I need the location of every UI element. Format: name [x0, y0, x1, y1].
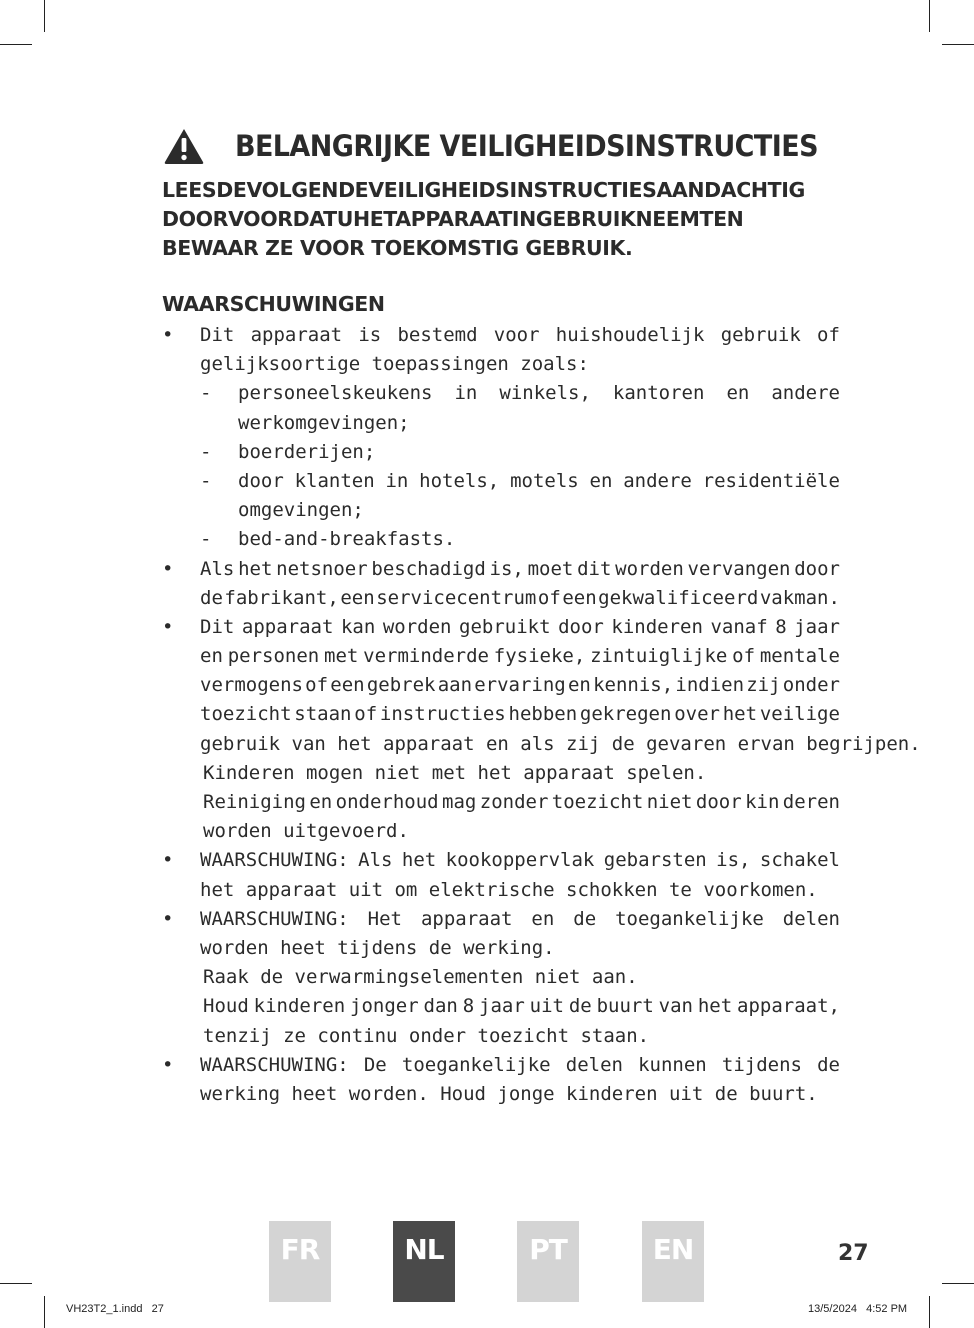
word: HET — [352, 207, 396, 231]
word: worden — [382, 615, 452, 638]
word: instructies — [379, 703, 506, 726]
sub-item-line — [238, 379, 840, 408]
word: Dit — [200, 615, 235, 638]
word: apparaat — [420, 907, 513, 930]
word: de — [200, 586, 223, 609]
word: huishoudelijk — [555, 324, 705, 346]
word: of — [305, 674, 329, 697]
word: delen — [782, 907, 840, 930]
word: personen — [227, 645, 320, 668]
word: jonger — [350, 995, 419, 1018]
language-tab-nl[interactable] — [393, 1221, 455, 1302]
word: DE — [216, 178, 247, 202]
word: motels — [510, 469, 579, 492]
list-item-line — [200, 321, 840, 350]
list-item-line: tenzij ze continu onder toezicht staan. — [203, 1024, 650, 1047]
intro-paragraph — [162, 176, 840, 263]
word: Als — [358, 849, 393, 872]
list-item-line — [200, 613, 840, 642]
word: kinderen — [253, 995, 346, 1018]
crop-mark-top-right-h — [942, 44, 974, 45]
list-item-line: het apparaat uit om elektrische schokken te voorkomen. — [200, 878, 818, 901]
word: is — [358, 324, 382, 346]
bullet-icon: • — [162, 849, 174, 872]
crop-mark-bottom-left-v — [44, 1296, 45, 1328]
word: toezicht — [200, 703, 292, 726]
list-item-line: gebruik van het apparaat en als zij de gevaren ervan begrijpen. — [200, 732, 921, 755]
bullet-icon: • — [162, 324, 174, 346]
language-tab-en[interactable] — [642, 1221, 704, 1302]
word: VOORDAT — [228, 207, 337, 231]
word: delen — [565, 1053, 623, 1076]
word: NEEMT — [635, 207, 714, 231]
word: dan — [423, 995, 458, 1018]
word: fysieke, — [493, 645, 586, 668]
word: apparaat — [250, 324, 343, 346]
word: gekregen — [579, 703, 672, 726]
word: door — [794, 557, 840, 580]
word: GEBRUIK — [535, 207, 636, 231]
word: en — [567, 674, 591, 697]
word: gekwalificeerd — [598, 586, 759, 609]
word: hebben — [508, 703, 578, 726]
sub-item-line: boerderijen; — [238, 440, 376, 463]
list-item-line: worden uitgevoerd. — [203, 820, 409, 843]
word: met — [324, 645, 359, 668]
word: en — [309, 791, 333, 813]
word: veilige — [759, 703, 840, 726]
word: moet — [527, 557, 574, 580]
crop-mark-bottom-left-h — [0, 1283, 32, 1284]
word: hotels, — [419, 469, 500, 492]
word: zij — [746, 674, 781, 697]
word: apparaat — [241, 615, 334, 638]
word: de — [573, 907, 597, 930]
list-item-line — [200, 584, 840, 613]
word: Als — [200, 557, 235, 580]
word: kookoppervlak — [445, 849, 595, 872]
word: is, — [489, 557, 524, 580]
word: vanaf — [710, 615, 768, 638]
word: VEILIGHEIDSINSTRUCTIES — [368, 178, 657, 202]
page-number: 27 — [838, 1241, 869, 1266]
intro-line — [162, 205, 840, 234]
word: is, — [716, 849, 751, 872]
word: LEES — [162, 178, 217, 202]
word: over — [674, 703, 720, 726]
word: verminderde — [363, 645, 489, 668]
word: aan — [437, 674, 473, 697]
language-tab-label: FR — [280, 1233, 320, 1266]
word: door — [238, 469, 284, 492]
word: mag — [442, 791, 477, 813]
sub-item-line — [238, 467, 840, 496]
word: toezicht — [551, 791, 644, 813]
dash-icon: - — [200, 469, 212, 492]
bullet-icon: • — [162, 557, 174, 580]
word: toegankelijke — [401, 1053, 551, 1076]
word: zintuiglijke — [590, 645, 728, 668]
word: netsnoer — [276, 557, 368, 580]
word: andere — [771, 382, 840, 405]
word: gebruikt — [459, 615, 551, 638]
word: schakel — [759, 849, 840, 872]
list-item-line — [200, 555, 840, 584]
crop-mark-bottom-right-h — [942, 1283, 974, 1284]
word: de — [817, 1053, 840, 1076]
word: andere — [623, 469, 692, 492]
word: tijdens — [721, 1053, 802, 1076]
word: 8 — [775, 615, 787, 638]
dash-icon: - — [200, 528, 212, 551]
list-item-line — [203, 788, 840, 817]
language-tab-pt[interactable] — [517, 1221, 579, 1302]
language-tab-label: NL — [404, 1233, 444, 1266]
word: Het — [367, 907, 402, 930]
warnings-list — [162, 321, 921, 1109]
word: een — [340, 586, 375, 609]
dash-icon: - — [200, 440, 212, 463]
word: door — [558, 615, 604, 638]
warning-triangle-icon — [163, 127, 205, 165]
title-text: BELANGRIJKE VEILIGHEIDSINSTRUCTIES — [234, 129, 818, 163]
word: VOLGENDE — [246, 178, 369, 202]
word: Dit — [200, 324, 235, 346]
word: de — [568, 995, 592, 1018]
word: dit — [577, 557, 612, 580]
word: APPARAAT — [395, 207, 512, 231]
word: een — [330, 674, 365, 697]
word: Reiniging — [203, 791, 306, 813]
word: voor — [493, 324, 540, 346]
word: WAARSCHUWING: — [200, 849, 349, 872]
word: in — [385, 469, 409, 492]
language-tab-label: PT — [529, 1233, 567, 1266]
dash-icon: - — [200, 382, 212, 405]
word: kennis, — [593, 674, 674, 697]
language-tab-fr[interactable] — [269, 1221, 331, 1302]
word: 8 — [462, 995, 475, 1018]
sub-item-line: werkomgevingen; — [238, 411, 410, 434]
word: vermogens — [200, 674, 303, 697]
sub-item-line: omgevingen; — [238, 499, 364, 522]
section-heading: WAARSCHUWINGEN — [162, 292, 385, 316]
bullet-icon: • — [162, 907, 174, 930]
sub-item-line: bed-and-breakfasts. — [238, 528, 456, 551]
word: ervaring — [474, 674, 566, 697]
intro-line: BEWAAR ZE VOOR TOEKOMSTIG GEBRUIK. — [162, 236, 633, 260]
word: een — [562, 586, 597, 609]
list-item-line: worden heet tijdens de werking. — [200, 936, 555, 959]
list-item-line — [200, 700, 840, 729]
crop-mark-top-right-v — [929, 0, 930, 32]
word: van — [658, 995, 693, 1018]
word: DOOR — [162, 207, 229, 231]
word: onder — [782, 674, 840, 697]
word: en — [531, 907, 555, 930]
word: WAARSCHUWING: — [200, 1053, 349, 1076]
word: en — [589, 469, 613, 492]
word: het — [238, 557, 273, 580]
intro-line — [162, 176, 840, 205]
slug-date-info: 13/5/2024 4:52 PM — [808, 1303, 908, 1315]
word: U — [336, 207, 353, 231]
word: onderhoud — [335, 791, 439, 813]
word: buurt — [596, 995, 654, 1018]
list-item-line — [200, 642, 840, 671]
list-item-line: gelijksoortige toepassingen zoals: — [200, 353, 589, 376]
list-item-line — [200, 846, 840, 875]
word: kinderen — [611, 615, 703, 638]
word: servicecentrum — [376, 586, 537, 609]
word: door — [695, 791, 742, 813]
word: gebruik — [720, 324, 801, 346]
word: mentale — [759, 645, 840, 668]
word: Houd — [203, 995, 249, 1018]
word: EN — [713, 207, 744, 231]
word: indien — [675, 674, 745, 697]
word: jaar — [794, 615, 840, 638]
word: of — [817, 324, 840, 346]
crop-mark-bottom-right-v — [929, 1296, 930, 1328]
word: vervangen — [687, 557, 791, 580]
list-item-line — [200, 671, 840, 700]
page-title — [162, 124, 840, 168]
word: het — [401, 849, 437, 872]
word: De — [363, 1053, 387, 1076]
word: toegankelijke — [615, 907, 764, 930]
list-item-line: Kinderen mogen niet met het apparaat spelen. — [203, 761, 707, 784]
crop-mark-top-left-h — [0, 44, 32, 45]
word: klanten — [294, 469, 375, 492]
word: AANDACHTIG — [656, 178, 805, 202]
word: personeelskeukens — [238, 382, 433, 405]
bullet-icon: • — [162, 1053, 174, 1076]
list-item-line: werking heet worden. Houd jonge kinderen uit de buurt. — [200, 1082, 818, 1105]
word: kunnen — [638, 1053, 707, 1076]
word: residentiële — [702, 469, 840, 492]
list-item-line — [200, 905, 840, 934]
word: fabrikant, — [224, 586, 339, 609]
word: uit — [529, 995, 564, 1018]
word: kantoren — [612, 382, 705, 405]
word: vakman. — [759, 586, 840, 609]
word: bestemd — [397, 324, 478, 346]
list-item-line: Raak de verwarmingselementen niet aan. — [203, 966, 638, 989]
word: en — [726, 382, 750, 405]
word: of — [354, 703, 378, 726]
word: en — [200, 645, 223, 668]
word: IN — [511, 207, 536, 231]
word: WAARSCHUWING: — [200, 907, 349, 930]
word: het — [722, 703, 758, 726]
word: beschadigd — [371, 557, 486, 580]
word: jaar — [479, 995, 525, 1018]
word: gebrek — [366, 674, 436, 697]
word: winkels, — [499, 382, 591, 405]
word: deren — [782, 791, 840, 813]
word: kan — [340, 615, 376, 638]
word: gebarsten — [603, 849, 707, 872]
list-item-line — [203, 992, 840, 1021]
list-item-line — [200, 1051, 840, 1080]
word: niet — [646, 791, 693, 813]
slug-file-info: VH23T2_1.indd 27 — [66, 1303, 164, 1315]
word: kin — [745, 791, 780, 813]
word: staan — [294, 703, 352, 726]
word: worden — [615, 557, 684, 580]
crop-mark-top-left-v — [44, 0, 45, 32]
word: in — [454, 382, 478, 405]
word: apparaat, — [737, 995, 840, 1018]
word: zonder — [479, 791, 549, 813]
word: of — [537, 586, 561, 609]
word: het — [697, 995, 733, 1018]
word: of — [732, 645, 756, 668]
language-tab-label: EN — [652, 1233, 694, 1266]
bullet-icon: • — [162, 615, 174, 638]
